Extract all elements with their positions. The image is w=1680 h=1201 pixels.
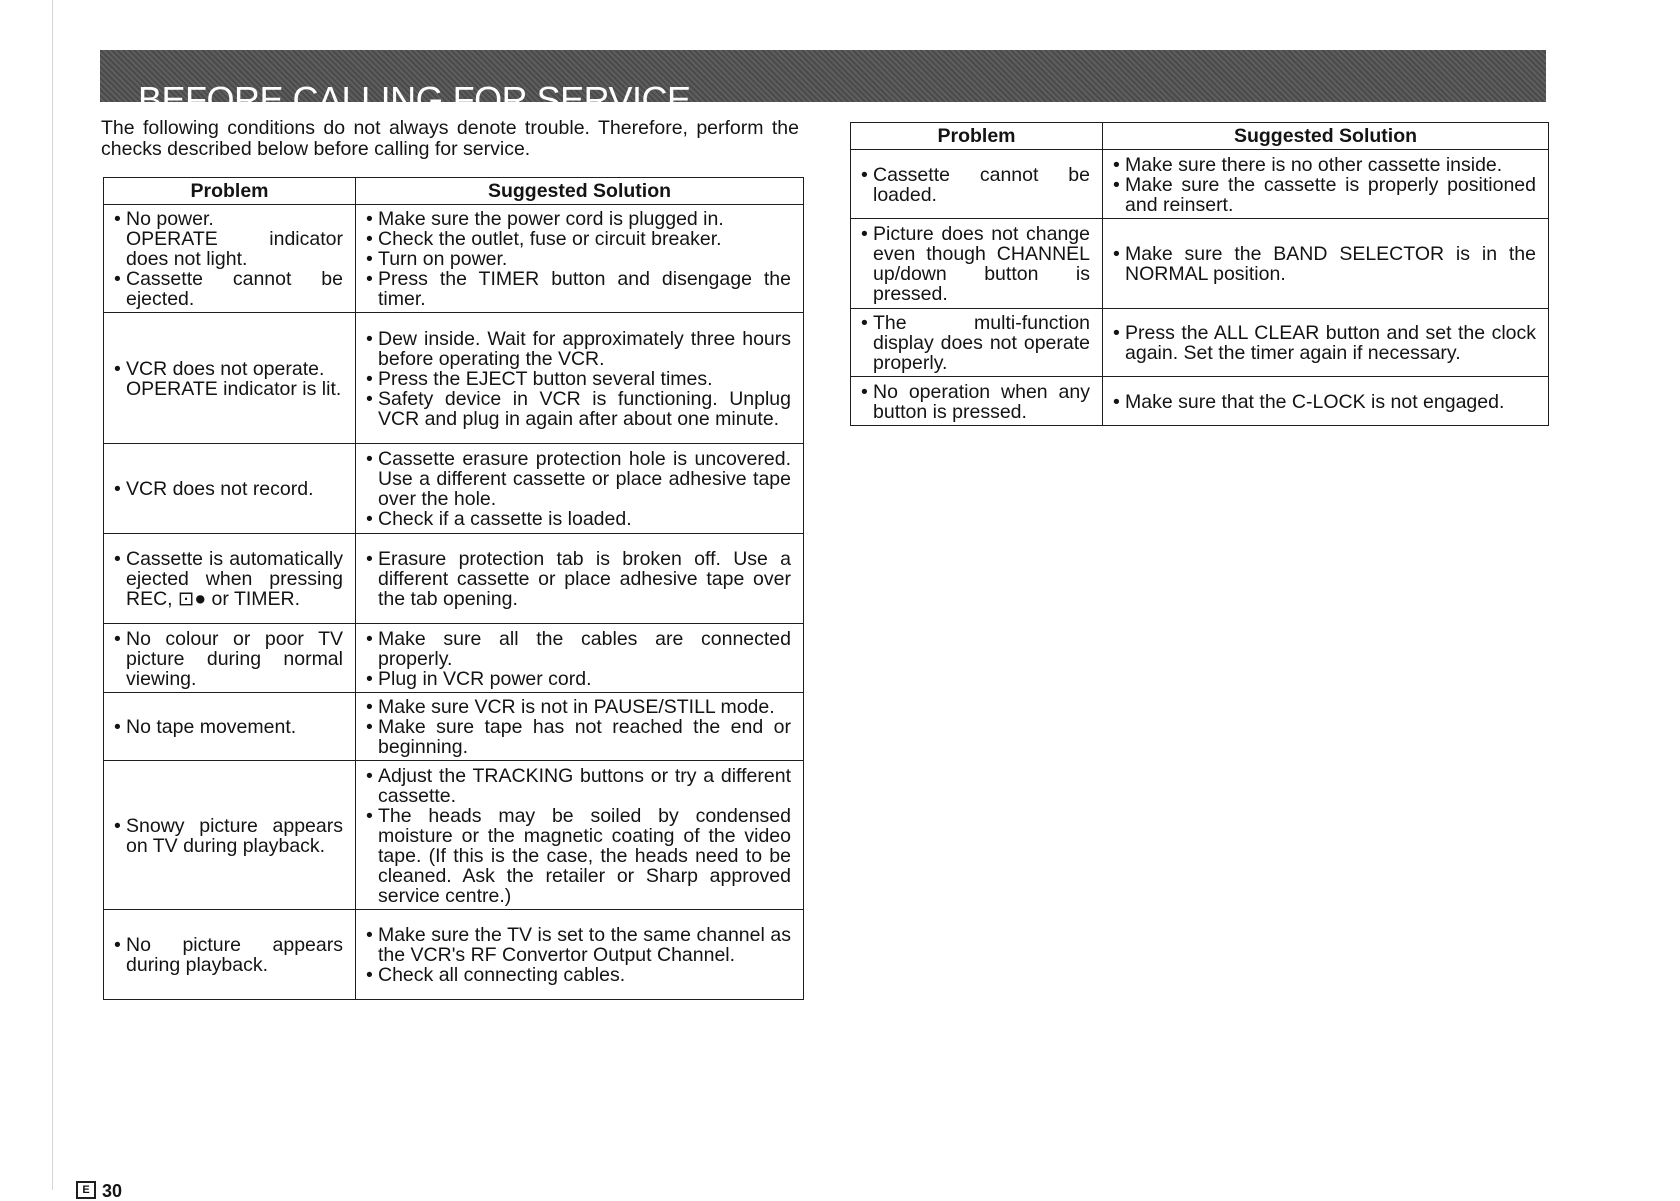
problem-cell — [851, 377, 1103, 426]
solution-item: • Safety device in VCR is functioning. Unplug VCR and plug in again after about one minute. — [366, 389, 791, 429]
problem-cell — [104, 534, 356, 624]
problem-text: • No operation when any button is pressed. — [873, 380, 1090, 423]
problem-item — [114, 935, 343, 975]
problem-item — [114, 479, 343, 499]
troubleshooting-table-right — [850, 122, 1549, 426]
binding-line — [52, 0, 53, 1190]
table-row — [851, 309, 1549, 377]
solution-cell — [356, 761, 804, 910]
solution-cell — [356, 444, 804, 534]
solution-item: • Make sure VCR is not in PAUSE/STILL mode. — [366, 697, 791, 717]
problem-list — [861, 224, 1090, 304]
problem-list — [114, 816, 343, 856]
table-header-row — [851, 123, 1549, 150]
solution-item: • Plug in VCR power cord. — [366, 669, 791, 689]
page-number — [76, 1181, 122, 1201]
solution-column-header: Suggested Solution — [1103, 123, 1549, 150]
table-row — [104, 761, 804, 910]
solution-cell — [356, 313, 804, 444]
problem-item — [861, 165, 1090, 205]
problem-item — [861, 382, 1090, 422]
problem-text: • No picture appears during playback. — [126, 934, 343, 976]
problem-item — [114, 209, 343, 269]
problem-list — [114, 629, 343, 689]
problem-cell — [104, 444, 356, 534]
solution-list — [1113, 244, 1536, 284]
solution-cell — [1103, 309, 1549, 377]
problem-list — [114, 935, 343, 975]
problem-cell — [104, 761, 356, 910]
title-banner — [100, 50, 1546, 121]
table-row — [851, 219, 1549, 309]
solution-cell — [356, 205, 804, 313]
problem-cell — [104, 313, 356, 444]
problem-item — [114, 549, 343, 609]
table-row — [104, 444, 804, 534]
solution-item: • Check if a cassette is loaded. — [366, 509, 791, 529]
solution-list — [366, 449, 791, 529]
problem-list — [861, 313, 1090, 373]
problem-text: • No colour or poor TV picture during normal viewing. — [126, 627, 343, 690]
problem-item — [861, 313, 1090, 373]
problem-text: • No tape movement. — [126, 716, 297, 738]
table-row — [104, 534, 804, 624]
problem-item — [114, 717, 343, 737]
problem-list — [861, 382, 1090, 422]
problem-list — [114, 209, 343, 309]
problem-list — [114, 549, 343, 609]
solution-item: • Press the EJECT button several times. — [366, 369, 791, 389]
solution-item: • Cassette erasure protection hole is uncovered. Use a different cassette or place adhesive tape over the hole. — [366, 449, 791, 509]
solution-list — [366, 549, 791, 609]
table-row — [851, 377, 1549, 426]
solution-item: • Press the TIMER button and disengage the timer. — [366, 269, 791, 309]
solution-list — [366, 629, 791, 689]
language-marker: E — [76, 1181, 96, 1199]
solution-item: • Make sure the cassette is properly positioned and reinsert. — [1113, 175, 1536, 215]
table-row — [851, 150, 1549, 219]
problem-text: • VCR does not record. — [126, 478, 314, 500]
problem-text: OPERATE indicator is lit. — [126, 377, 342, 400]
solution-list — [1113, 155, 1536, 215]
solution-list — [366, 329, 791, 429]
problem-text: • Cassette cannot be ejected. — [126, 268, 343, 310]
solution-item: • Dew inside. Wait for approximately three hours before operating the VCR. — [366, 329, 791, 369]
problem-cell — [851, 309, 1103, 377]
problem-list — [114, 717, 343, 737]
table-row — [104, 910, 804, 1000]
solution-list — [366, 209, 791, 309]
problem-text: • Cassette is automatically ejected when pressing REC, ⊡● or TIMER. — [126, 548, 343, 610]
problem-cell — [104, 910, 356, 1000]
problem-list — [861, 165, 1090, 205]
problem-cell — [851, 219, 1103, 309]
problem-text: OPERATE indicator does not light. — [126, 228, 343, 270]
solution-cell — [1103, 219, 1549, 309]
problem-cell — [104, 693, 356, 761]
solution-item: • Press the ALL CLEAR button and set the clock again. Set the timer again if necessary. — [1113, 323, 1536, 363]
solution-item: • Erasure protection tab is broken off. Use a different cassette or place adhesive tape over the tab opening. — [366, 549, 791, 609]
solution-item: • The heads may be soiled by condensed moisture or the magnetic coating of the video tape. (If this is the case, the heads need to be cleaned. Ask the retailer or Sharp approved service centre.) — [366, 806, 791, 906]
solution-item: • Make sure all the cables are connected properly. — [366, 629, 791, 669]
solution-list — [366, 925, 791, 985]
problem-list — [114, 479, 343, 499]
problem-text: • Cassette cannot be loaded. — [873, 163, 1090, 206]
problem-cell — [104, 624, 356, 693]
intro-paragraph: The following conditions do not always denote trouble. Therefore, perform the checks described below before calling for service. — [101, 117, 799, 160]
solution-item: • Make sure tape has not reached the end or beginning. — [366, 717, 791, 757]
troubleshooting-table-left — [103, 177, 804, 1000]
solution-cell — [356, 534, 804, 624]
problem-item — [114, 816, 343, 856]
page-number-text: 30 — [102, 1181, 123, 1201]
solution-item: • Turn on power. — [366, 249, 791, 269]
solution-column-header: Suggested Solution — [356, 178, 804, 205]
problem-text: • The multi-function display does not operate properly. — [873, 312, 1090, 374]
solution-list — [366, 766, 791, 906]
solution-cell — [356, 693, 804, 761]
solution-cell — [356, 624, 804, 693]
solution-cell — [356, 910, 804, 1000]
solution-item: • Make sure there is no other cassette inside. — [1113, 155, 1536, 175]
problem-cell — [851, 150, 1103, 219]
problem-item — [114, 629, 343, 689]
problem-text: • Picture does not change even though CHANNEL up/down button is pressed. — [873, 223, 1090, 305]
solution-list — [1113, 323, 1536, 363]
solution-item: • Adjust the TRACKING buttons or try a different cassette. — [366, 766, 791, 806]
solution-cell — [1103, 377, 1549, 426]
solution-item: • Make sure that the C-LOCK is not engaged. — [1113, 392, 1536, 412]
problem-list — [114, 359, 343, 399]
problem-item — [114, 269, 343, 309]
problem-item — [114, 359, 343, 399]
solution-item: • Make sure the power cord is plugged in. — [366, 209, 791, 229]
table-row — [104, 313, 804, 444]
problem-cell — [104, 205, 356, 313]
solution-item: • Check the outlet, fuse or circuit breaker. — [366, 229, 791, 249]
solution-list — [1113, 392, 1536, 412]
problem-item — [861, 224, 1090, 304]
solution-item: • Make sure the BAND SELECTOR is in the NORMAL position. — [1113, 244, 1536, 284]
table-row — [104, 693, 804, 761]
problem-column-header: Problem — [851, 123, 1103, 150]
solution-item: • Make sure the TV is set to the same channel as the VCR's RF Convertor Output Channel. — [366, 925, 791, 965]
solution-list — [366, 697, 791, 757]
table-header-row — [104, 178, 804, 205]
page-title: BEFORE CALLING FOR SERVICE — [138, 79, 691, 121]
problem-text: • No power. — [126, 208, 214, 230]
problem-text: • Snowy picture appears on TV during playback. — [126, 814, 343, 857]
table-row — [104, 624, 804, 693]
solution-cell — [1103, 150, 1549, 219]
table-row — [104, 205, 804, 313]
problem-text: • VCR does not operate. — [126, 357, 325, 380]
solution-item: • Check all connecting cables. — [366, 965, 791, 985]
problem-column-header: Problem — [104, 178, 356, 205]
